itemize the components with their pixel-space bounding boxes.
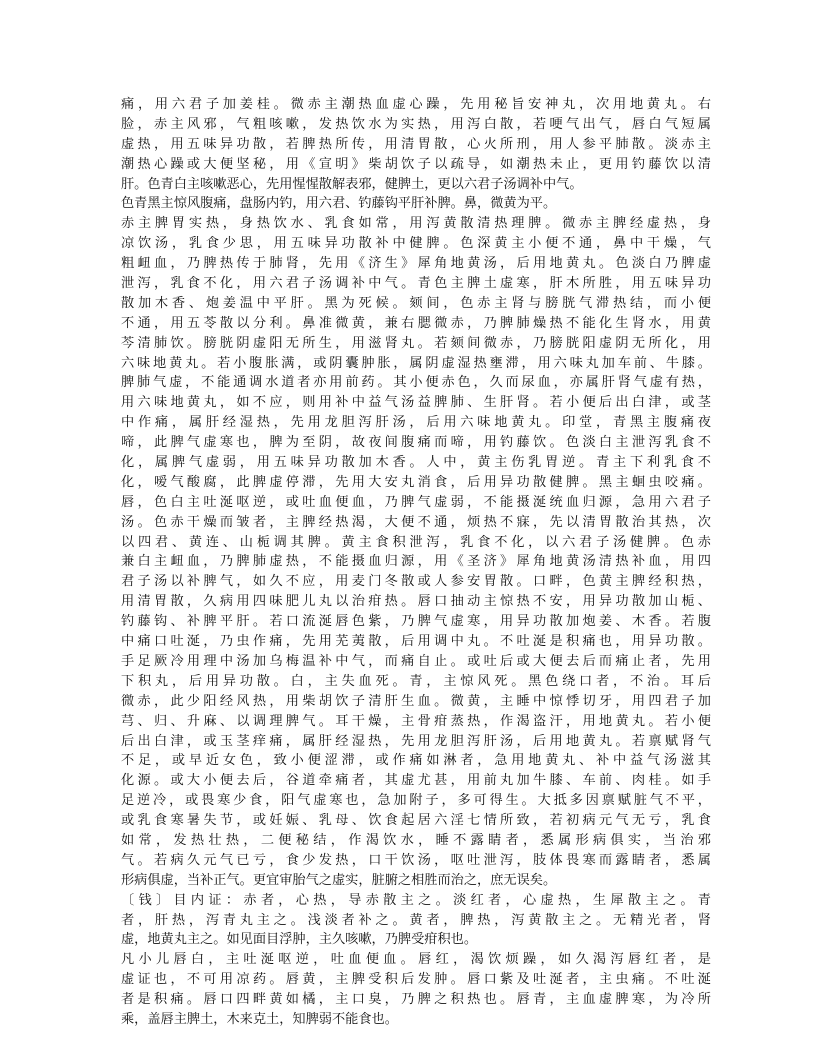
text-line: 色青黑主惊风腹痛，盘肠内钓，用六君、钓藤钩平肝补脾。鼻，微黄为平。 xyxy=(121,196,557,212)
text-line: 不足，或早近女色，致小便涩滞，或作痛如淋者，急用地黄丸、补中益气汤滋其 xyxy=(121,753,711,769)
text-line: 六味地黄丸。若小腹胀满，或阴囊肿胀，属阴虚湿热壅滞，用六味丸加车前、牛膝。 xyxy=(121,355,711,371)
text-line: 啼，此脾气虚寒也，脾为至阴，故夜间腹痛而啼，用钓藤饮。色淡白主泄泻乳食不 xyxy=(121,435,711,451)
text-line: 形病俱虚，当补正气。更宜审胎气之虚实，脏腑之相胜而治之，庶无误矣。 xyxy=(121,872,557,888)
text-line: 手足厥冷用理中汤加乌梅温补中气，而痛自止。或吐后或大便去后而痛止者，先用 xyxy=(121,653,711,669)
text-line: 足逆冷，或畏寒少食，阳气虚寒也，急加附子，多可得生。大抵多因禀赋脏气不平， xyxy=(121,793,711,809)
text-line: 芎、归、升麻、以调理脾气。耳干燥，主骨疳蒸热，作渴盗汗，用地黄丸。若小便 xyxy=(121,713,711,729)
text-line: 中作痛，属肝经湿热，先用龙胆泻肝汤，后用六味地黄丸。印堂，青黑主腹痛夜 xyxy=(121,415,711,431)
text-line: 肝。色青白主咳嗽恶心，先用惺惺散解表邪，健脾土，更以六君子汤调补中气。 xyxy=(121,176,583,192)
text-line: 虚，地黄丸主之。如见面目浮肿，主久咳嗽，乃脾受疳积也。 xyxy=(121,932,478,948)
text-line: 气。若病久元气已亏，食少发热，口干饮汤，呕吐泄泻，肢体畏寒而露睛者，悉属 xyxy=(121,852,711,868)
text-line: 粗衄血，乃脾热传于肺肾，先用《济生》犀角地黄汤，后用地黄丸。色淡白乃脾虚 xyxy=(121,256,711,272)
text-line: 虚证也，不可用凉药。唇黄，主脾受积后发肿。唇口紫及吐涎者，主虫痛。不吐涎 xyxy=(121,972,711,988)
text-line: 芩清肺饮。膀胱阴虚阳无所生，用滋肾丸。若颏间微赤，乃膀胱阳虚阴无所化，用 xyxy=(121,335,711,351)
text-line: 用清胃散，久病用四味肥儿丸以治疳热。唇口抽动主惊热不安，用异功散加山栀、 xyxy=(121,594,711,610)
text-line: 以四君、黄连、山栀调其脾。黄主食积泄泻，乳食不化，以六君子汤健脾。色赤 xyxy=(121,534,711,550)
text-line: 如常，发热壮热，二便秘结，作渴饮水，睡不露睛者，悉属形病俱实，当治邪 xyxy=(121,832,711,848)
text-line: 化，嗳气酸腐，此脾虚停滞，先用大安丸消食，后用异功散健脾。黑主蛔虫咬痛。 xyxy=(121,474,711,490)
text-line: 脸，赤主风邪，气粗咳嗽，发热饮水为实热，用泻白散，若哽气出气，唇白气短属 xyxy=(121,116,711,132)
text-line: 者，肝热，泻青丸主之。浅淡者补之。黄者，脾热，泻黄散主之。无精光者，肾 xyxy=(121,912,711,928)
text-line: 微赤，此少阳经风热，用柴胡饮子清肝生血。微黄，主睡中惊悸切牙，用四君子加 xyxy=(121,693,711,709)
text-line: 泄泻，乳食不化，用六君子汤调补中气。青色主脾土虚寒，肝木所胜，用五味异功 xyxy=(121,276,711,292)
text-line: 不通，用五苓散以分利。鼻准微黄，兼右腮微赤，乃脾肺燥热不能化生肾水，用黄 xyxy=(121,315,711,331)
text-line: 后出白津，或玉茎痒痛，属肝经湿热，先用龙胆泻肝汤，后用地黄丸。若禀赋肾气 xyxy=(121,733,711,749)
text-line: 或乳食寒暑失节，或妊娠、乳母、饮食起居六淫七情所致，若初病元气无亏，乳食 xyxy=(121,813,711,829)
text-line: 钓藤钩、补脾平肝。若口流涎唇色紫，乃脾气虚寒，用异功散加炮姜、木香。若腹 xyxy=(121,614,711,630)
text-line: 潮热心躁或大便坚秘，用《宣明》柴胡饮子以疏导，如潮热未止，更用钓藤饮以清 xyxy=(121,156,711,172)
text-line: 中痛口吐涎，乃虫作痛，先用芜荑散，后用调中丸。不吐涎是积痛也，用异功散。 xyxy=(121,634,711,650)
text-line: 凉饮汤，乳食少思，用五味异功散补中健脾。色深黄主小便不通，鼻中干燥，气 xyxy=(121,236,711,252)
text-line: 散加木香、炮姜温中平肝。黑为死候。颏间，色赤主肾与膀胱气滞热结，而小便 xyxy=(121,295,711,311)
text-line: 〔钱〕目内证：赤者，心热，导赤散主之。淡红者，心虚热，生犀散主之。青 xyxy=(121,892,711,908)
body-text xyxy=(121,95,711,1030)
text-line: 唇，色白主吐涎呕逆，或吐血便血，乃脾气虚弱，不能摄涎统血归源，急用六君子 xyxy=(121,494,711,510)
text-line: 用六味地黄丸，如不应，则用补中益气汤益脾肺、生肝肾。若小便后出白津，或茎 xyxy=(121,395,711,411)
text-line: 下积丸，后用异功散。白，主失血死。青，主惊风死。黑色绕口者，不治。耳后 xyxy=(121,673,711,689)
text-line: 化，属脾气虚弱，用五味异功散加木香。人中，黄主伤乳胃逆。青主下利乳食不 xyxy=(121,455,711,471)
text-line: 凡小儿唇白，主吐涎呕逆，吐血便血。唇红，渴饮烦躁，如久渴泻唇红者，是 xyxy=(121,952,711,968)
text-line: 者是积痛。唇口四畔黄如橘，主口臭，乃脾之积热也。唇青，主血虚脾寒，为冷所 xyxy=(121,992,711,1008)
text-line: 赤主脾胃实热，身热饮水、乳食如常，用泻黄散清热理脾。微赤主脾经虚热，身 xyxy=(121,216,711,232)
text-line: 乘，盖唇主脾土，木来克土，知脾弱不能食也。 xyxy=(121,1011,398,1027)
text-line: 痛，用六君子加姜桂。微赤主潮热血虚心躁，先用秘旨安神丸，次用地黄丸。右 xyxy=(121,97,711,112)
text-line: 汤。色赤干燥而皱者，主脾经热渴，大便不通，烦热不寐，先以清胃散治其热，次 xyxy=(121,514,711,530)
text-line: 脾肺气虚，不能通调水道者亦用前药。其小便赤色，久而尿血，亦属肝肾气虚有热， xyxy=(121,375,711,391)
text-line: 君子汤以补脾气，如久不应，用麦门冬散或人参安胃散。口畔，色黄主脾经积热， xyxy=(121,574,711,590)
text-line: 虚热，用五味异功散，若脾热所传，用清胃散，心火所刑，用人参平肺散。淡赤主 xyxy=(121,136,711,152)
text-line: 化源。或大小便去后，谷道牵痛者，其虚尤甚，用前丸加牛膝、车前、肉桂。如手 xyxy=(121,773,711,789)
text-line: 兼白主衄血，乃脾肺虚热，不能摄血归源，用《圣济》犀角地黄汤清热补血，用四 xyxy=(121,554,711,570)
